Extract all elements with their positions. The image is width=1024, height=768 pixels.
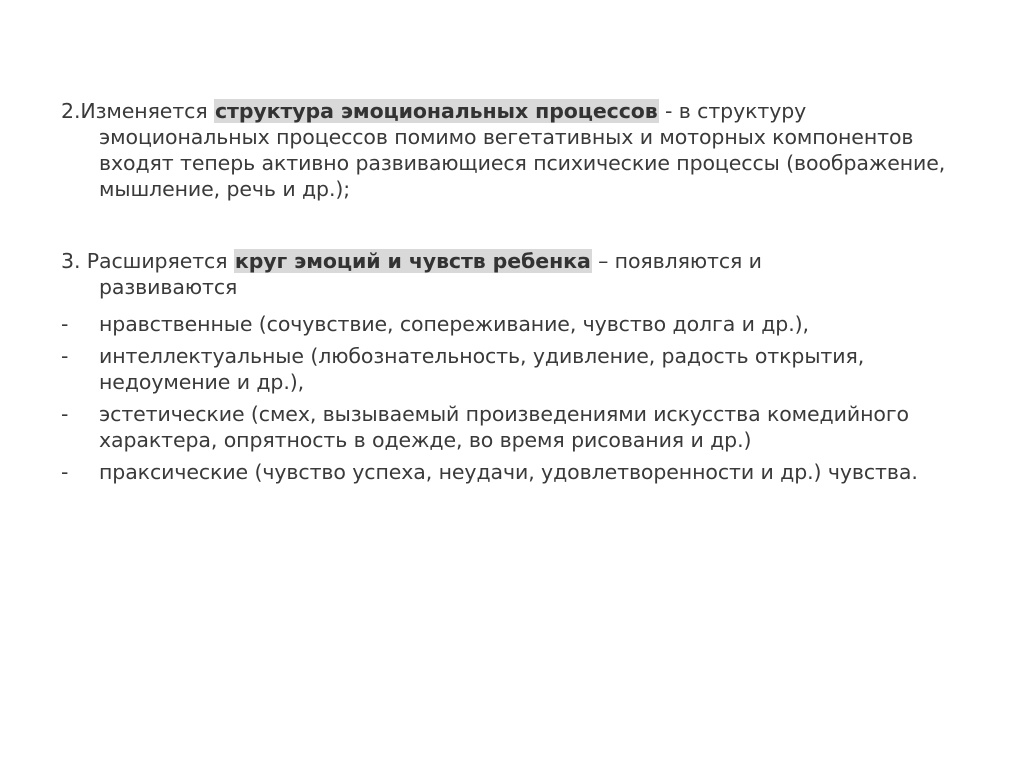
- list-dash: -: [61, 344, 69, 368]
- list-item: [61, 401, 961, 453]
- list-dash: -: [61, 460, 69, 484]
- highlighted-term: круг эмоций и чувств ребенка: [234, 249, 591, 273]
- paragraph-rest: эмоциональных процессов помимо вегетативных и моторных компонентов входят теперь активно развивающиеся психические процессы (воображение, мышление, речь и др.);: [99, 125, 946, 201]
- list-item-text: нравственные (сочувствие, сопереживание, чувство долга и др.),: [99, 312, 809, 336]
- list-item-text: интеллектуальные (любознательность, удивление, радость открытия, недоумение и др.),: [99, 344, 865, 394]
- paragraph-after: - в структуру: [658, 99, 807, 123]
- list-item-text: эстетические (смех, вызываемый произведениями искусства комедийного характера, опрятность в одежде, во время рисования и др.): [99, 402, 909, 452]
- paragraph-prefix: 3. Расширяется: [61, 249, 234, 273]
- paragraph-emotional-structure: [61, 98, 961, 202]
- list-item: [61, 343, 961, 395]
- highlighted-term: структура эмоциональных процессов: [214, 99, 658, 123]
- list-item: [61, 459, 961, 485]
- paragraph-first-line: [61, 98, 961, 124]
- list-item: [61, 311, 961, 337]
- list-item-text: праксические (чувство успеха, неудачи, удовлетворенности и др.) чувства.: [99, 460, 918, 484]
- paragraph-after: – появляются и: [591, 249, 762, 273]
- feelings-list: [61, 311, 961, 491]
- paragraph-emotion-range: [61, 248, 961, 300]
- paragraph-prefix: 2.Изменяется: [61, 99, 214, 123]
- list-dash: -: [61, 402, 69, 426]
- paragraph-rest: развиваются: [99, 275, 238, 299]
- list-dash: -: [61, 312, 69, 336]
